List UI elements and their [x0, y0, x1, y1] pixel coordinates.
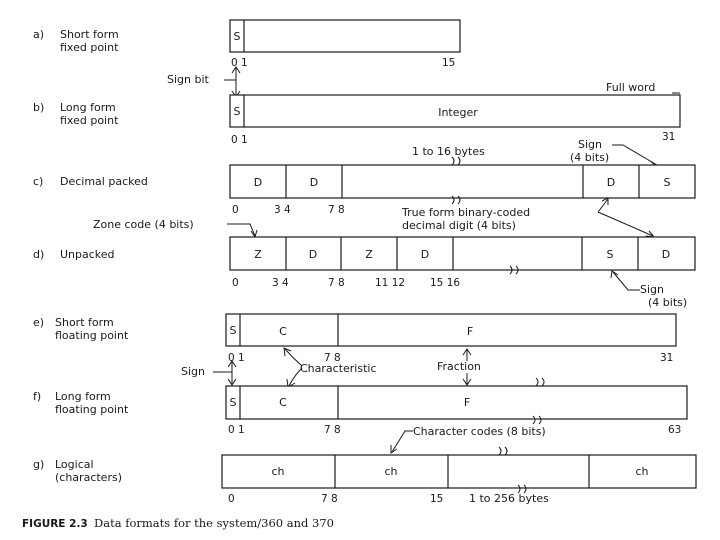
format-f-break-top: [536, 378, 544, 386]
format-d-field-d2: D: [420, 248, 430, 261]
format-d-name: Unpacked: [60, 248, 115, 261]
format-c-field-s: S: [663, 176, 671, 189]
format-g-field-ch1: ch: [271, 465, 285, 478]
format-b-field-integer: Integer: [438, 106, 478, 119]
format-f-field-s: S: [229, 396, 237, 409]
sign-bit-annotation: [167, 67, 240, 97]
character-codes-label: Character codes (8 bits): [413, 425, 546, 438]
format-d-bit-0: 0: [232, 277, 239, 289]
format-c-letter: c): [33, 175, 44, 188]
sign-4bits-line1: Sign: [578, 138, 602, 151]
figure-caption: [22, 516, 334, 530]
sign-label: Sign: [181, 365, 205, 378]
format-f-box: [226, 386, 687, 419]
format-b-bits-start: 0 1: [231, 134, 248, 146]
format-c-break-top: [452, 157, 460, 165]
format-d-bit-1516: 15 16: [430, 277, 461, 289]
format-d-bit-78: 7 8: [328, 277, 345, 289]
sign-bit-label: Sign bit: [167, 73, 209, 86]
format-e-bits-78: 7 8: [324, 352, 341, 364]
format-a-word-box: [230, 20, 460, 52]
format-d-box: [230, 237, 695, 270]
full-word-label: Full word: [606, 81, 656, 94]
format-b: [33, 81, 680, 146]
format-b-letter: b): [33, 101, 45, 114]
format-e-field-f: F: [466, 325, 474, 338]
format-b-name-line2: fixed point: [60, 114, 119, 127]
format-g-name-line2: (characters): [55, 471, 122, 484]
zone-code-leader: [227, 224, 255, 236]
true-form-line2: decimal digit (4 bits): [402, 219, 516, 232]
zone-code-annotation: [93, 218, 257, 237]
format-e-field-s: S: [229, 324, 237, 337]
zone-code-label: Zone code (4 bits): [93, 218, 194, 231]
format-a: [33, 20, 460, 69]
format-a-bits-start: 0 1: [231, 57, 248, 69]
sign-4bits-lower-line1: Sign: [640, 283, 664, 296]
format-d-field-z1: Z: [254, 248, 262, 261]
format-e-bits-31: 31: [660, 352, 674, 364]
true-form-arrowhead-1: [602, 198, 608, 205]
sign-4bits-lower-annotation: [611, 271, 687, 309]
sign-4bits-line2: (4 bits): [570, 151, 610, 164]
format-g-bit-78: 7 8: [321, 493, 338, 505]
format-e-name-line2: floating point: [55, 329, 129, 342]
format-d: [33, 237, 695, 289]
format-c-bit-34: 3 4: [274, 204, 291, 216]
true-form-arrow-2: [598, 212, 653, 236]
character-codes-annotation: [391, 425, 546, 453]
format-g-name-line1: Logical: [55, 458, 94, 471]
format-g-field-ch2: ch: [384, 465, 398, 478]
format-c-field-d1: D: [253, 176, 263, 189]
format-a-name-line1: Short form: [60, 28, 119, 41]
format-g: [33, 447, 696, 505]
format-e-bits-01: 0 1: [228, 352, 245, 364]
format-e-field-c: C: [279, 325, 287, 338]
format-b-bits-end: 31: [662, 131, 676, 143]
format-f-name-line2: floating point: [55, 403, 129, 416]
true-form-line1: True form binary-coded: [402, 206, 531, 219]
format-f-bits-63: 63: [668, 424, 682, 436]
format-f-bits-01: 0 1: [228, 424, 245, 436]
true-form-annotation: [401, 198, 654, 237]
format-g-field-ch3: ch: [635, 465, 649, 478]
characteristic-label: Characteristic: [300, 362, 377, 375]
format-g-bit-15: 15: [430, 493, 444, 505]
format-d-field-d3: D: [661, 248, 671, 261]
format-d-field-d1: D: [308, 248, 318, 261]
format-b-name-line1: Long form: [60, 101, 116, 114]
format-f: [33, 378, 687, 436]
format-d-letter: d): [33, 248, 45, 261]
character-codes-leader: [392, 431, 413, 452]
format-g-box: [222, 455, 696, 488]
caption-text: Data formats for the system/360 and 370: [94, 516, 334, 530]
format-b-field-s: S: [233, 105, 241, 118]
sign-4bits-lower-line2: (4 bits): [648, 296, 688, 309]
format-d-bit-34: 3 4: [272, 277, 289, 289]
format-c-field-d3: D: [606, 176, 616, 189]
format-a-bits-end: 15: [442, 57, 456, 69]
format-d-field-s: S: [606, 248, 614, 261]
format-d-bit-1112: 11 12: [375, 277, 406, 289]
format-d-field-z2: Z: [365, 248, 373, 261]
format-f-name-line1: Long form: [55, 390, 111, 403]
bytes-1-256-label: 1 to 256 bytes: [469, 492, 549, 505]
format-g-bit-0: 0: [228, 493, 235, 505]
format-f-field-f: F: [463, 396, 471, 409]
sign-4bits-leader: [612, 145, 657, 165]
format-c-bit-78: 7 8: [328, 204, 345, 216]
format-a-letter: a): [33, 28, 45, 41]
format-e-letter: e): [33, 316, 45, 329]
format-a-name-line2: fixed point: [60, 41, 119, 54]
bytes-1-16-label: 1 to 16 bytes: [412, 145, 485, 158]
format-e-name-line1: Short form: [55, 316, 114, 329]
format-e: [33, 314, 676, 364]
format-a-field-s: S: [233, 30, 241, 43]
characteristic-arrow-down: [289, 368, 302, 386]
format-c-field-d2: D: [309, 176, 319, 189]
format-f-field-c: C: [279, 396, 287, 409]
format-c-bit-0: 0: [232, 204, 239, 216]
format-c-name: Decimal packed: [60, 175, 148, 188]
caption-label: FIGURE 2.3: [22, 518, 88, 530]
format-c-box: [230, 165, 695, 198]
format-f-letter: f): [33, 390, 42, 403]
format-g-letter: g): [33, 458, 45, 471]
format-g-break-top: [499, 447, 507, 455]
format-c: [33, 138, 695, 216]
fraction-label: Fraction: [437, 360, 481, 373]
characteristic-arrow-up: [285, 349, 302, 366]
format-e-box: [226, 314, 676, 346]
format-f-bits-78: 7 8: [324, 424, 341, 436]
